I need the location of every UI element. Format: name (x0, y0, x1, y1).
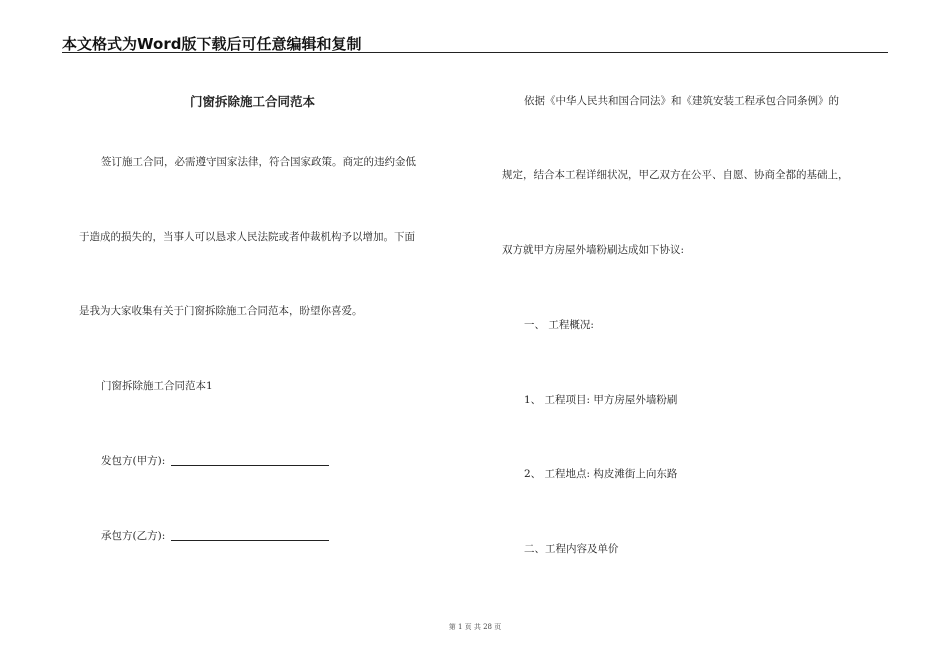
paragraph-line: 是我为大家收集有关于门窗拆除施工合同范本，盼望你喜爱。 (79, 305, 363, 317)
document-title: 门窗拆除施工合同范本 (190, 94, 316, 109)
section-heading: 二、工程内容及单价 (524, 543, 619, 555)
paragraph-line: 签订施工合同，必需遵守国家法律，符合国家政策。商定的违约金低 (101, 156, 416, 168)
paragraph-line: 双方就甲方房屋外墙粉刷达成如下协议: (502, 244, 685, 256)
contract-heading: 门窗拆除施工合同范本1 (101, 380, 213, 392)
party-a-label: 发包方(甲方): (101, 455, 166, 467)
party-b-field (101, 529, 329, 543)
list-item: 2、 工程地点: 构皮滩街上向东路 (524, 468, 678, 480)
party-b-label: 承包方(乙方): (101, 530, 166, 542)
header-divider (62, 52, 888, 53)
paragraph-line: 依据《中华人民共和国合同法》和《建筑安装工程承包合同条例》的 (524, 95, 839, 107)
section-heading: 一、 工程概况: (524, 319, 594, 331)
paragraph-line: 于造成的损失的，当事人可以恳求人民法院或者仲裁机构予以增加。下面 (79, 231, 415, 243)
party-a-field (101, 454, 329, 468)
list-item: 1、 工程项目: 甲方房屋外墙粉刷 (524, 394, 678, 406)
header-title: 本文格式为Word版下载后可任意编辑和复制 (62, 35, 362, 53)
party-b-blank (171, 540, 329, 541)
party-a-blank (171, 465, 329, 466)
page-number: 第 1 页 共 28 页 (448, 623, 502, 631)
paragraph-line: 规定，结合本工程详细状况，甲乙双方在公平、自愿、协商全都的基础上， (502, 169, 849, 181)
